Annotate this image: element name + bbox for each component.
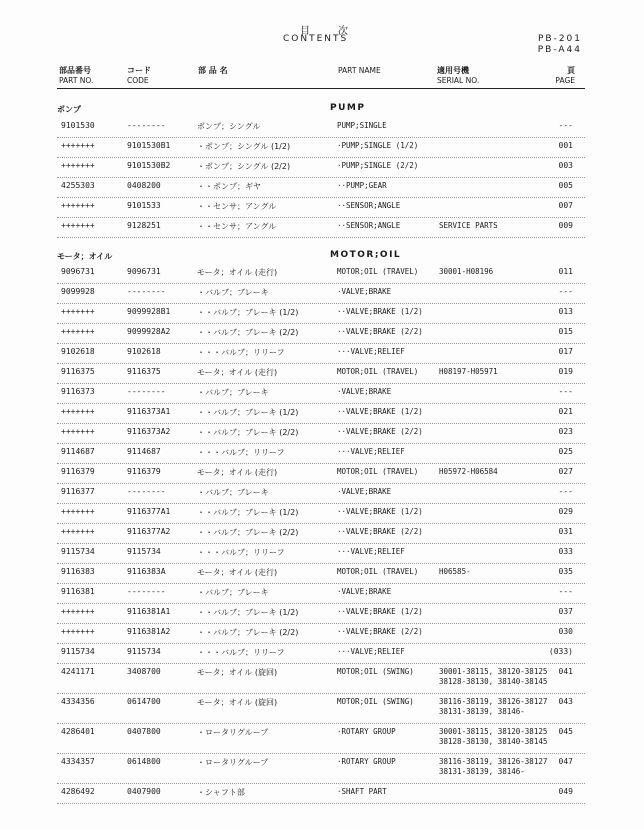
part-name-en: ·VALVE;BRAKE (337, 487, 392, 496)
table-row (57, 403, 585, 424)
page-number: 019 (558, 367, 573, 376)
code: 9116373A1 (127, 407, 171, 416)
doc-number-2: PB-A44 (537, 45, 582, 55)
code: 9116375 (127, 367, 161, 376)
page-title-en: CONTENTS (283, 34, 349, 44)
part-name-jp: ・・・バルブ；リリーフ (197, 648, 285, 657)
table-row (57, 283, 585, 304)
serial-no: H08197-H05971 (439, 367, 498, 376)
page-number: 037 (558, 607, 573, 616)
page-number: 009 (558, 221, 573, 230)
code: -------- (127, 587, 166, 596)
table-row (57, 423, 585, 444)
table-row (57, 663, 585, 694)
part-number: +++++++ (61, 607, 95, 616)
part-name-jp: モータ；オイル (旋回) (197, 698, 278, 707)
part-number: +++++++ (61, 141, 95, 150)
serial-no: SERVICE PARTS (439, 221, 498, 230)
part-number: +++++++ (61, 201, 95, 210)
col-name-en-label: PART NAME (338, 66, 381, 75)
part-number: +++++++ (61, 507, 95, 516)
table-row (57, 643, 585, 664)
part-name-en: ··VALVE;BRAKE (2/2) (337, 327, 423, 336)
part-name-en: ···VALVE;RELIEF (337, 647, 405, 656)
part-name-jp: ポンプ；シングル (197, 122, 261, 131)
part-name-en: ·ROTARY GROUP (337, 757, 396, 766)
part-number: 9116373 (61, 387, 95, 396)
part-number: +++++++ (61, 161, 95, 170)
code: 9116381A1 (127, 607, 171, 616)
table-row (57, 563, 585, 584)
code: 9101533 (127, 201, 161, 210)
part-name-en: ··VALVE;BRAKE (1/2) (337, 307, 423, 316)
code: -------- (127, 121, 166, 130)
part-name-jp: ・・バルブ；ブレーキ (1/2) (197, 608, 299, 617)
code: -------- (127, 487, 166, 496)
col-code (127, 66, 151, 86)
section-title-en: PUMP (330, 103, 366, 113)
part-name-jp: ・バルブ；ブレーキ (197, 488, 269, 497)
part-name-en: ··SENSOR;ANGLE (337, 221, 401, 230)
part-number: +++++++ (61, 527, 95, 536)
col-serial-jp: 適用号機 (437, 66, 469, 75)
part-number: 9116377 (61, 487, 95, 496)
table-row (57, 623, 585, 644)
part-name-en: ···VALVE;RELIEF (337, 347, 405, 356)
part-name-en: ··VALVE;BRAKE (2/2) (337, 527, 423, 536)
part-name-jp: ・・バルブ；ブレーキ (2/2) (197, 328, 299, 337)
code: 9115734 (127, 647, 161, 656)
page-number: (033) (548, 647, 573, 656)
table-row (57, 463, 585, 484)
part-name-en: MOTOR;OIL (SWING) (337, 667, 414, 676)
code: 9099928B1 (127, 307, 171, 316)
code: 9116373A2 (127, 427, 171, 436)
page-number: 025 (558, 447, 573, 456)
page-number: 027 (558, 467, 573, 476)
part-number: +++++++ (61, 327, 95, 336)
header-rule (57, 88, 585, 89)
code: 9115734 (127, 547, 161, 556)
table-row (57, 523, 585, 544)
part-number: 9114687 (61, 447, 95, 456)
part-name-en: MOTOR;OIL (SWING) (337, 697, 414, 706)
part-name-en: ··VALVE;BRAKE (2/2) (337, 627, 423, 636)
part-name-jp: ・・センサ；アングル (197, 222, 277, 231)
part-number: 9096731 (61, 267, 95, 276)
serial-no: 30001-38115, 38120-38125 38128-38130, 38140-38145 (439, 727, 548, 746)
code: 9096731 (127, 267, 161, 276)
table-row (57, 177, 585, 198)
doc-number-1: PB-201 (537, 34, 582, 44)
part-number: +++++++ (61, 627, 95, 636)
part-number: 9115734 (61, 647, 95, 656)
table-row (57, 483, 585, 504)
part-name-en: MOTOR;OIL (TRAVEL) (337, 367, 419, 376)
code: 0407900 (127, 787, 161, 796)
part-name-en: PUMP;SINGLE (337, 121, 387, 130)
part-name-jp: ・・・バルブ；リリーフ (197, 448, 285, 457)
part-name-jp: モータ；オイル (走行) (197, 368, 278, 377)
part-name-en: ··VALVE;BRAKE (1/2) (337, 407, 423, 416)
page-number: 033 (558, 547, 573, 556)
page-number: 045 (558, 727, 573, 736)
part-number: 9115734 (61, 547, 95, 556)
part-name-en: ·PUMP;SINGLE (2/2) (337, 161, 419, 170)
page-number: 005 (558, 181, 573, 190)
page-number: 017 (558, 347, 573, 356)
code: 0614800 (127, 757, 161, 766)
table-row (57, 443, 585, 464)
page-number: 049 (558, 787, 573, 796)
page-number: --- (558, 287, 573, 296)
part-name-jp: ・ポンプ；シングル (2/2) (197, 162, 291, 171)
part-name-jp: モータ；オイル (旋回) (197, 668, 278, 677)
table-row (57, 303, 585, 324)
col-page-en: PAGE (555, 76, 575, 85)
page-number: 029 (558, 507, 573, 516)
col-name-en (338, 66, 381, 76)
part-number: 4241171 (61, 667, 95, 676)
table-row (57, 723, 585, 754)
col-name-jp (198, 66, 228, 76)
part-name-jp: ・・バルブ；ブレーキ (1/2) (197, 408, 299, 417)
code: 0408200 (127, 181, 161, 190)
table-row (57, 217, 585, 238)
table-row (57, 343, 585, 364)
part-number: 9101530 (61, 121, 95, 130)
table-row (57, 583, 585, 604)
page-number: 035 (558, 567, 573, 576)
col-part-no-en: PART NO. (59, 76, 94, 85)
page-number: 021 (558, 407, 573, 416)
part-name-en: ·ROTARY GROUP (337, 727, 396, 736)
page-number: 011 (558, 267, 573, 276)
part-name-jp: ・バルブ；ブレーキ (197, 288, 269, 297)
part-name-jp: モータ；オイル (走行) (197, 268, 278, 277)
part-name-jp: ・シャフト部 (197, 788, 245, 797)
page-number: --- (558, 387, 573, 396)
page-number: --- (558, 587, 573, 596)
part-name-jp: ・・バルブ；ブレーキ (2/2) (197, 528, 299, 537)
page-number: 023 (558, 427, 573, 436)
code: 9116379 (127, 467, 161, 476)
table-row (57, 323, 585, 344)
serial-no: H05972-H06584 (439, 467, 498, 476)
page-number: 031 (558, 527, 573, 536)
part-number: 9116383 (61, 567, 95, 576)
code: 0407800 (127, 727, 161, 736)
table-row (57, 383, 585, 404)
table-row (57, 363, 585, 384)
page-number: 003 (558, 161, 573, 170)
part-name-jp: ・・・バルブ；リリーフ (197, 348, 285, 357)
table-row (57, 197, 585, 218)
table-row (57, 693, 585, 724)
part-name-jp: モータ；オイル (走行) (197, 568, 278, 577)
page-number: 043 (558, 697, 573, 706)
code: -------- (127, 387, 166, 396)
page-title-jp: 目次 (300, 26, 376, 37)
part-name-en: ··VALVE;BRAKE (2/2) (337, 427, 423, 436)
code: 9116377A1 (127, 507, 171, 516)
col-part-no (59, 66, 93, 86)
table-row (57, 503, 585, 524)
serial-no: 30001-H08196 (439, 267, 494, 276)
code: -------- (127, 287, 166, 296)
part-number: 9116375 (61, 367, 95, 376)
part-name-en: ·VALVE;BRAKE (337, 287, 392, 296)
part-number: 4255303 (61, 181, 95, 190)
table-row (57, 117, 585, 138)
code: 9099928A2 (127, 327, 171, 336)
table-row (57, 543, 585, 564)
section-title-jp: ポンプ (57, 105, 81, 114)
col-serial-en: SERIAL NO. (437, 76, 480, 85)
code: 9128251 (127, 221, 161, 230)
part-number: 4286492 (61, 787, 95, 796)
page-number: 007 (558, 201, 573, 210)
code: 9101530B2 (127, 161, 171, 170)
table-row (57, 603, 585, 624)
part-number: 9116379 (61, 467, 95, 476)
code: 9116383A (127, 567, 166, 576)
part-name-en: MOTOR;OIL (TRAVEL) (337, 467, 419, 476)
code: 0614700 (127, 697, 161, 706)
code: 9116381A2 (127, 627, 171, 636)
table-row (57, 157, 585, 178)
table-row (57, 753, 585, 784)
section-title-en: MOTOR;OIL (330, 250, 402, 260)
part-name-en: ··PUMP;GEAR (337, 181, 387, 190)
part-number: 4286401 (61, 727, 95, 736)
part-number: +++++++ (61, 407, 95, 416)
part-name-jp: モータ；オイル (走行) (197, 468, 278, 477)
part-name-en: ··SENSOR;ANGLE (337, 201, 401, 210)
code: 9116377A2 (127, 527, 171, 536)
part-name-en: ·VALVE;BRAKE (337, 587, 392, 596)
part-name-jp: ・・センサ；アングル (197, 202, 277, 211)
part-name-en: ··VALVE;BRAKE (1/2) (337, 607, 423, 616)
table-row (57, 137, 585, 158)
col-part-no-jp: 部品番号 (59, 66, 91, 75)
part-name-jp: ・ロータリグループ (197, 728, 269, 737)
page-number: 001 (558, 141, 573, 150)
part-number: 4334356 (61, 697, 95, 706)
part-name-jp: ・・バルブ；ブレーキ (1/2) (197, 508, 299, 517)
part-number: +++++++ (61, 427, 95, 436)
part-name-en: ···VALVE;RELIEF (337, 447, 405, 456)
col-page-jp: 頁 (567, 66, 575, 75)
col-serial (437, 66, 479, 86)
part-name-jp: ・・・バルブ；リリーフ (197, 548, 285, 557)
part-number: 9099928 (61, 287, 95, 296)
code: 3408700 (127, 667, 161, 676)
part-name-jp: ・・バルブ；ブレーキ (2/2) (197, 628, 299, 637)
part-number: +++++++ (61, 307, 95, 316)
col-code-en: CODE (127, 76, 149, 85)
serial-no: 38116-38119, 38126-38127 38131-38139, 38146- (439, 697, 548, 716)
code: 9102618 (127, 347, 161, 356)
part-name-en: ···VALVE;RELIEF (337, 547, 405, 556)
part-name-en: MOTOR;OIL (TRAVEL) (337, 567, 419, 576)
page-number: --- (558, 121, 573, 130)
page-number: 015 (558, 327, 573, 336)
part-name-jp: ・・ポンプ；ギヤ (197, 182, 261, 191)
code: 9114687 (127, 447, 161, 456)
part-name-jp: ・バルブ；ブレーキ (197, 388, 269, 397)
page-number: 030 (558, 627, 573, 636)
page-number: 041 (558, 667, 573, 676)
code: 9101530B1 (127, 141, 171, 150)
part-number: +++++++ (61, 221, 95, 230)
table-row (57, 263, 585, 284)
part-number: 4334357 (61, 757, 95, 766)
page-number: 013 (558, 307, 573, 316)
part-name-en: ·PUMP;SINGLE (1/2) (337, 141, 419, 150)
page-number: --- (558, 487, 573, 496)
part-number: 9116381 (61, 587, 95, 596)
part-name-jp: ・バルブ；ブレーキ (197, 588, 269, 597)
page-number: 047 (558, 757, 573, 766)
part-name-en: ·SHAFT PART (337, 787, 387, 796)
part-name-jp: ・・バルブ；ブレーキ (1/2) (197, 308, 299, 317)
part-name-en: ··VALVE;BRAKE (1/2) (337, 507, 423, 516)
part-name-jp: ・ロータリグループ (197, 758, 269, 767)
part-number: 9102618 (61, 347, 95, 356)
col-page (555, 66, 575, 86)
part-name-jp: ・・バルブ；ブレーキ (2/2) (197, 428, 299, 437)
col-code-jp: コード (127, 66, 151, 75)
part-name-en: MOTOR;OIL (TRAVEL) (337, 267, 419, 276)
part-name-en: ·VALVE;BRAKE (337, 387, 392, 396)
serial-no: 30001-38115, 38120-38125 38128-38130, 38140-38145 (439, 667, 548, 686)
table-row (57, 783, 585, 804)
col-name-jp-label: 部 品 名 (198, 66, 228, 75)
serial-no: H06585- (439, 567, 471, 576)
part-name-jp: ・ポンプ；シングル (1/2) (197, 142, 291, 151)
section-title-jp: モータ；オイル (57, 252, 113, 261)
serial-no: 38116-38119, 38126-38127 38131-38139, 38146- (439, 757, 548, 776)
